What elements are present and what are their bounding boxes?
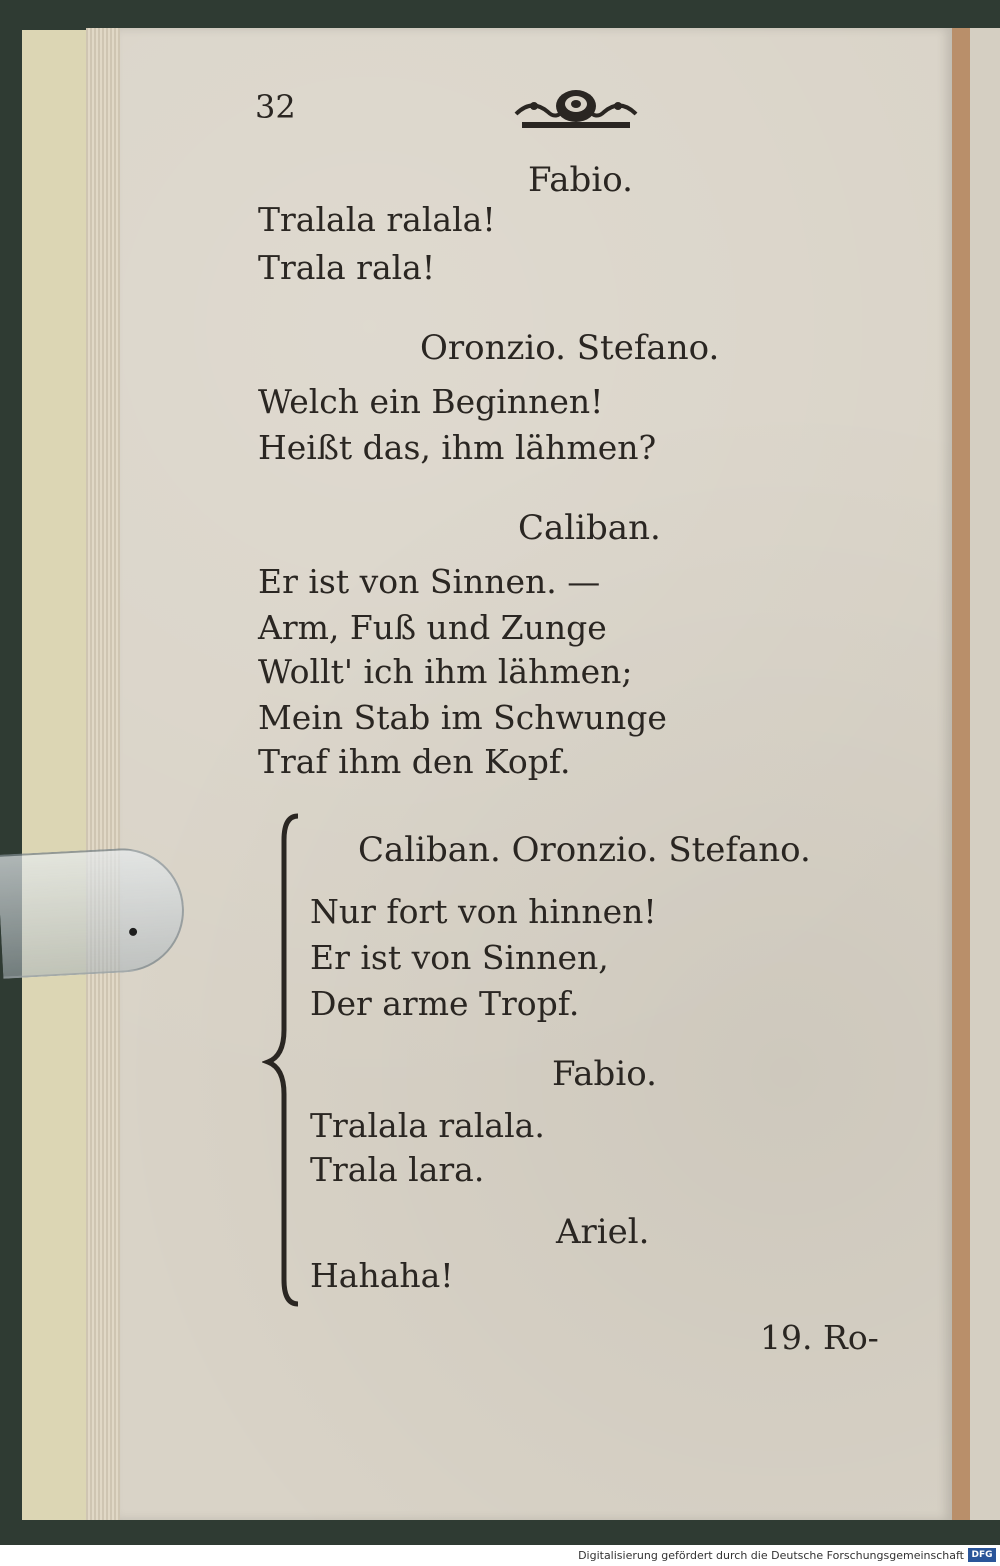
speaker-name: Fabio. (552, 1054, 657, 1094)
page-clip-icon (0, 845, 187, 978)
verse-line: Hahaha! (310, 1256, 454, 1295)
right-cover (952, 28, 1000, 1520)
verse-line: Traf ihm den Kopf. (258, 742, 571, 781)
dfg-logo: DFG (968, 1548, 996, 1562)
verse-line: Trala rala! (258, 248, 436, 287)
verse-line: Welch ein Beginnen! (258, 382, 604, 421)
verse-line: Nur fort von hinnen! (310, 892, 657, 931)
catchword: 19. Ro- (760, 1318, 879, 1357)
verse-line: Tralala ralala! (258, 200, 496, 239)
speaker-name: Ariel. (556, 1212, 650, 1252)
speaker-name: Oronzio. Stefano. (420, 328, 720, 368)
speaker-name: Fabio. (528, 160, 633, 200)
speaker-name: Caliban. (518, 508, 661, 548)
verse-line: Arm, Fuß und Zunge (258, 608, 607, 647)
speaker-name: Caliban. Oronzio. Stefano. (358, 830, 811, 870)
verse-line: Tralala ralala. (310, 1106, 545, 1145)
footer-credit: Digitalisierung gefördert durch die Deutsche Forschungsgemeinschaft (578, 1549, 964, 1562)
verse-line: Wollt' ich ihm lähmen; (258, 652, 633, 691)
verse-line: Der arme Tropf. (310, 984, 580, 1023)
ensemble-brace (262, 810, 306, 1310)
page-number: 32 (255, 88, 296, 126)
floral-vignette-icon (512, 84, 640, 132)
verse-line: Er ist von Sinnen. — (258, 562, 601, 601)
footer-bar (0, 1545, 1000, 1566)
verse-line: Er ist von Sinnen, (310, 938, 609, 977)
verse-line: Heißt das, ihm lähmen? (258, 428, 657, 467)
verse-line: Mein Stab im Schwunge (258, 698, 667, 737)
verse-line: Trala lara. (310, 1150, 485, 1189)
